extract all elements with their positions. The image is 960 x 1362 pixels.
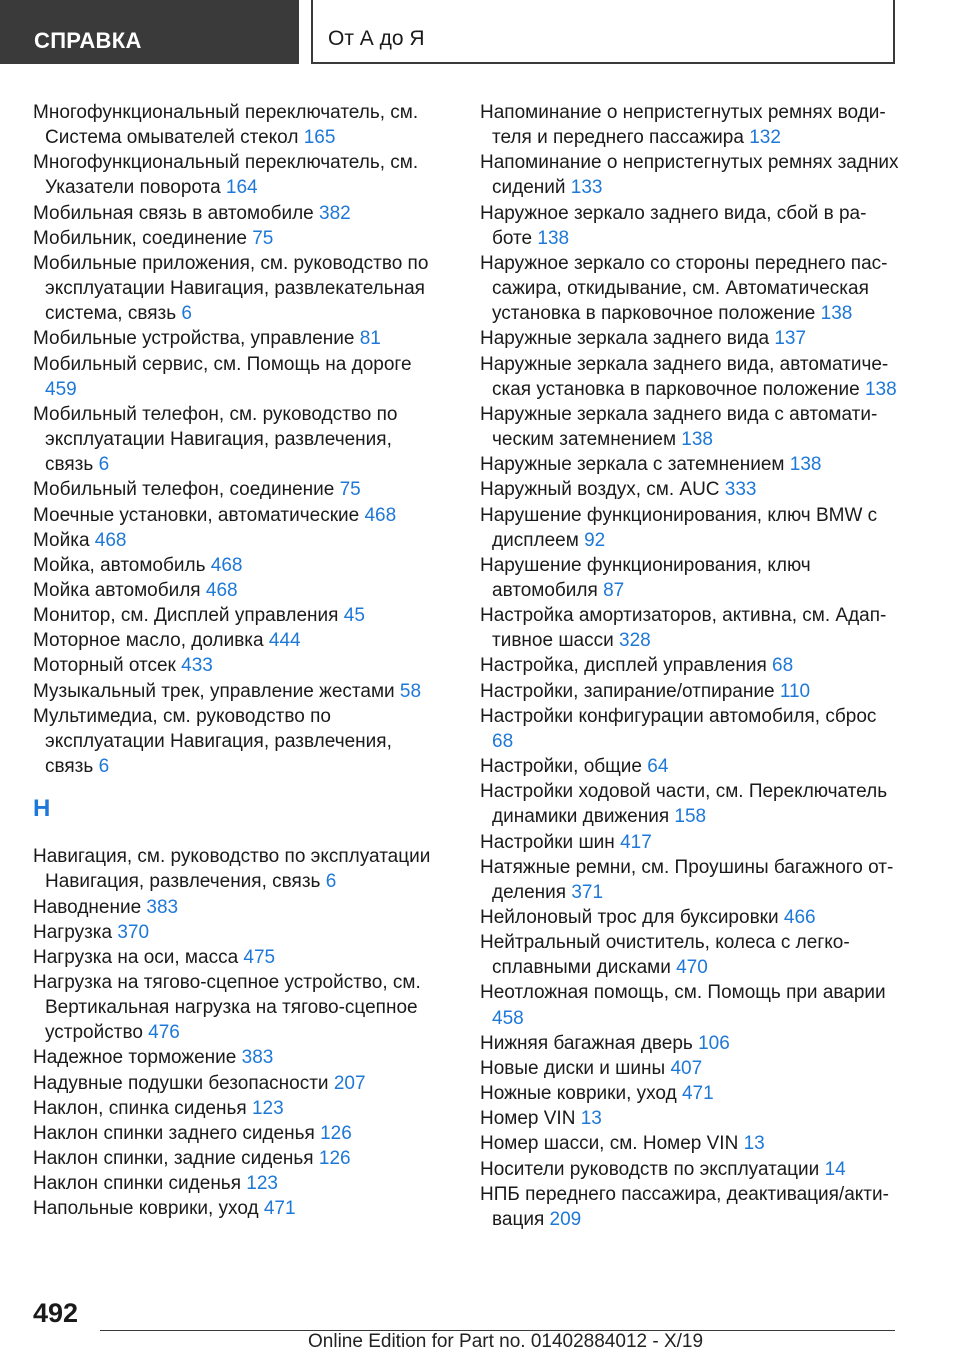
page-reference-link[interactable]: 45 — [343, 605, 365, 627]
index-entry — [480, 905, 900, 930]
index-entry-text: Настройка, дисплей управления — [480, 655, 773, 677]
index-entry — [480, 779, 900, 829]
index-entry-text: НПБ переднего пассажира, деактивация/активация — [480, 1183, 889, 1230]
index-entry-text: Нагрузка на тягово-сцепное устройство, см. Вертикальная нагрузка на тягово-сцепное устройство — [33, 972, 421, 1044]
page-reference-link[interactable]: 58 — [399, 680, 422, 702]
page-reference-link[interactable]: 444 — [268, 630, 301, 652]
index-entry-text: Наводнение — [33, 896, 147, 918]
page-reference-link[interactable]: 328 — [619, 630, 651, 652]
index-entry — [480, 1106, 900, 1131]
page-reference-link[interactable]: 476 — [148, 1022, 180, 1044]
section-tab[interactable] — [0, 0, 299, 64]
index-entry — [33, 503, 438, 528]
index-entry-text: Мобильный телефон, соединение — [33, 479, 340, 501]
index-entry-text: Напоминание о непристегнутых ремнях водителя и переднего пассажира — [480, 102, 886, 149]
page-reference-link[interactable]: 87 — [603, 579, 625, 601]
page-reference-link[interactable]: 138 — [537, 227, 570, 249]
index-entry-text: Нижняя багажная дверь — [480, 1032, 699, 1054]
section-title: СПРАВКА — [34, 28, 142, 53]
index-entry — [480, 980, 900, 1030]
index-entry — [33, 352, 438, 402]
page-reference-link[interactable]: 165 — [303, 127, 336, 149]
index-entry-text: Мобильные приложения, см. руководство по эксплуатации Навигация, развлекательная система, связь — [33, 252, 429, 325]
index-entry — [480, 754, 900, 779]
index-entry — [33, 528, 438, 553]
page-reference-link[interactable]: 382 — [319, 202, 351, 224]
index-entry-text: Моторный отсек — [33, 655, 182, 677]
page-reference-link[interactable]: 75 — [252, 227, 274, 249]
index-entry-text: Мобильная связь в автомобиле — [33, 202, 320, 224]
page-reference-link[interactable]: 459 — [45, 378, 77, 400]
page-reference-link[interactable]: 92 — [584, 529, 606, 551]
page-reference-link[interactable]: 475 — [243, 946, 276, 968]
index-entry — [480, 1131, 900, 1156]
index-entry — [33, 704, 438, 779]
index-entry — [480, 1157, 900, 1182]
page-reference-link[interactable]: 6 — [98, 454, 110, 476]
section-letter: Н — [33, 795, 51, 823]
page-reference-link[interactable]: 13 — [743, 1133, 765, 1155]
page-reference-link[interactable]: 407 — [670, 1057, 703, 1079]
page-reference-link[interactable]: 132 — [749, 127, 781, 149]
index-entry-text: Музыкальный трек, управление жестами — [33, 680, 400, 702]
page-reference-link[interactable]: 110 — [779, 680, 811, 702]
index-entry — [480, 402, 900, 452]
index-entry-text: Мойка — [33, 529, 95, 551]
index-entry — [480, 855, 900, 905]
edition-footer: Online Edition for Part no. 01402884012 - X/19 — [308, 1331, 704, 1352]
index-entry-text: Мойка автомобиля — [33, 579, 206, 601]
index-entry — [480, 452, 900, 477]
index-entry-text: Наружное зеркало со стороны переднего пассажира, откидывание, см. Автоматическая установка в парковочное положение — [480, 252, 888, 325]
index-entry — [33, 970, 438, 1045]
index-entry — [480, 930, 900, 980]
index-entry-text: Надежное торможение — [33, 1047, 242, 1069]
index-entry — [33, 1096, 438, 1121]
index-entry — [33, 326, 438, 351]
index-entry-text: Мультимедиа, см. руководство по эксплуатации Навигация, развлечения, связь — [33, 705, 392, 778]
index-entry-text: Настройки, общие — [480, 756, 648, 778]
index-entry — [480, 1182, 900, 1232]
index-entry — [33, 653, 438, 678]
page-reference-link[interactable]: 138 — [789, 454, 822, 476]
page-reference-link[interactable]: 164 — [225, 177, 258, 199]
index-entry-text: Наклон спинки заднего сиденья — [33, 1122, 321, 1144]
index-entry-text: Настройки ходовой части, см. Переключатель динамики движения — [480, 781, 888, 828]
page-reference-link[interactable]: 468 — [364, 504, 397, 526]
index-entry-text: Моторное масло, доливка — [33, 630, 269, 652]
index-entry-text: Мобильные устройства, управление — [33, 328, 360, 350]
index-entry-text: Номер шасси, см. Номер VIN — [480, 1133, 744, 1155]
index-entry — [33, 100, 438, 150]
index-column-left — [33, 100, 438, 1222]
index-entry — [33, 477, 438, 502]
index-entry-text: Мойка, автомобиль — [33, 554, 211, 576]
page-reference-link[interactable]: 68 — [492, 730, 514, 752]
page-reference-link[interactable]: 64 — [647, 756, 669, 778]
index-entry-text: Нагрузка — [33, 921, 118, 943]
index-entry-text: Настройки шин — [480, 831, 621, 853]
page-reference-link[interactable]: 158 — [674, 806, 707, 828]
index-entry — [480, 1031, 900, 1056]
index-entry — [480, 251, 900, 326]
index-entry-text: Напоминание о непристегнутых ремнях задних сидений — [480, 152, 899, 199]
index-entry-text: Наружные зеркала заднего вида с автоматическим затемнением — [480, 403, 878, 451]
index-entry — [480, 201, 900, 251]
page-reference-link[interactable]: 123 — [251, 1097, 284, 1119]
page-reference-link[interactable]: 81 — [359, 328, 381, 350]
index-entry — [33, 895, 438, 920]
page-reference-link[interactable]: 126 — [318, 1148, 351, 1170]
index-entry-text: Настройки конфигурации автомобиля, сброс — [480, 705, 877, 727]
page-reference-link[interactable]: 209 — [549, 1208, 582, 1230]
index-entry — [480, 503, 900, 553]
index-entry-text: Настройки, запирание/отпирание — [480, 680, 780, 702]
index-entry-text: Наружные зеркала заднего вида, автоматическая установка в парковочное положение — [480, 353, 889, 400]
page-reference-link[interactable]: 123 — [246, 1173, 278, 1195]
index-entry-text: Носители руководств по эксплуатации — [480, 1158, 825, 1180]
subsection-tab[interactable] — [311, 0, 895, 64]
index-entry-text: Нейтральный очиститель, колеса с легкосплавными дисками — [480, 932, 850, 979]
index-entry-text: Наружные зеркала с затемнением — [480, 454, 790, 476]
page-reference-link[interactable]: 138 — [820, 303, 853, 325]
page-reference-link[interactable]: 6 — [325, 871, 337, 893]
page-reference-link[interactable]: 13 — [580, 1108, 602, 1130]
index-entry-text: Нейлоновый трос для буксировки — [480, 907, 784, 928]
index-entry — [480, 1081, 900, 1106]
index-entry-text: Надувные подушки безопасности — [33, 1072, 334, 1094]
index-entry — [480, 477, 900, 502]
index-entry — [33, 1071, 438, 1096]
index-entry-text: Многофункциональный переключатель, см. Система омывателей стекол — [33, 102, 419, 149]
index-entry — [33, 226, 438, 251]
page-reference-link[interactable]: 137 — [774, 328, 807, 350]
index-entry — [33, 945, 438, 970]
page-number: 492 — [33, 1298, 79, 1328]
index-entry-text: Новые диски и шины — [480, 1057, 671, 1079]
page-reference-link[interactable]: 466 — [783, 907, 816, 928]
page-reference-link[interactable]: 6 — [98, 756, 110, 778]
index-entry-text: Напольные коврики, уход — [33, 1198, 264, 1220]
index-entry — [480, 100, 900, 150]
subsection-title: От А до Я — [328, 27, 425, 50]
page-reference-link[interactable]: 468 — [205, 579, 238, 601]
index-entry — [480, 326, 900, 351]
page-reference-link[interactable]: 470 — [676, 957, 708, 979]
index-entry — [480, 679, 900, 704]
index-entry — [480, 830, 900, 855]
index-entry — [33, 578, 438, 603]
page-reference-link[interactable]: 333 — [724, 479, 757, 501]
index-entry — [33, 628, 438, 653]
index-entry-text: Наклон, спинка сиденья — [33, 1097, 252, 1119]
index-entry — [33, 1045, 438, 1070]
index-entry-text: Мобильный телефон, см. руководство по эксплуатации Навигация, развлечения, связь — [33, 403, 398, 476]
index-entry-text: Настройка амортизаторов, активна, см. Адаптивное шасси — [480, 605, 887, 652]
index-entry-text: Наклон спинки сиденья — [33, 1173, 247, 1195]
page-reference-link[interactable]: 471 — [263, 1198, 296, 1220]
page-reference-link[interactable]: 383 — [146, 896, 179, 918]
index-entry — [33, 603, 438, 628]
index-entry-text: Неотложная помощь, см. Помощь при аварии — [480, 982, 886, 1004]
page-reference-link[interactable]: 471 — [681, 1083, 714, 1105]
index-entry — [480, 352, 900, 402]
page-reference-link[interactable]: 106 — [698, 1032, 730, 1054]
index-entry-text: Наклон спинки, задние сиденья — [33, 1148, 319, 1170]
page-reference-link[interactable]: 138 — [681, 429, 713, 451]
index-entry — [33, 553, 438, 578]
index-entry — [33, 1146, 438, 1171]
index-entry-text: Ножные коврики, уход — [480, 1083, 682, 1105]
index-entry — [33, 402, 438, 477]
page-reference-link[interactable]: 458 — [492, 1007, 524, 1029]
index-column-right — [480, 100, 900, 1232]
page-reference-link[interactable]: 383 — [241, 1047, 274, 1069]
index-entry — [480, 553, 900, 603]
index-entry-text: Наружный воздух, см. AUC — [480, 479, 725, 501]
index-entry — [480, 150, 900, 200]
index-entry — [33, 201, 438, 226]
page-reference-link[interactable]: 75 — [339, 479, 361, 501]
index-entry — [33, 1171, 438, 1196]
page-reference-link[interactable]: 468 — [94, 529, 127, 551]
index-entry-text: Нарушение функционирования, ключ BMW с дисплеем — [480, 504, 878, 551]
index-entry — [480, 1056, 900, 1081]
index-entry — [33, 679, 438, 704]
index-entry — [33, 251, 438, 326]
index-entry — [33, 844, 438, 894]
index-entry-text: Навигация, см. руководство по эксплуатации Навигация, развлечения, связь — [33, 846, 431, 893]
index-entry-text: Наружное зеркало заднего вида, сбой в работе — [480, 202, 867, 249]
page-reference-link[interactable]: 6 — [181, 303, 192, 325]
index-entry — [33, 150, 438, 200]
page-reference-link[interactable]: 207 — [333, 1072, 366, 1094]
index-entry — [480, 704, 900, 754]
index-entry — [33, 920, 438, 945]
index-entry — [33, 1196, 438, 1221]
index-entry-text: Монитор, см. Дисплей управления — [33, 605, 344, 627]
page-reference-link[interactable]: 468 — [210, 554, 243, 576]
index-entry-text: Нагрузка на оси, масса — [33, 946, 244, 968]
index-entry-text: Натяжные ремни, см. Проушины багажного отделения — [480, 856, 894, 903]
index-entry-text: Наружные зеркала заднего вида — [480, 328, 775, 350]
page-reference-link[interactable]: 126 — [320, 1122, 352, 1144]
index-entry-text: Многофункциональный переключатель, см. Указатели поворота — [33, 152, 419, 199]
index-entry-text: Номер VIN — [480, 1108, 581, 1130]
page-reference-link[interactable]: 14 — [824, 1158, 846, 1180]
page-reference-link[interactable]: 133 — [570, 177, 603, 199]
page-reference-link[interactable]: 417 — [620, 831, 652, 853]
page-reference-link[interactable]: 370 — [117, 921, 150, 943]
index-entry-text: Мобильник, соединение — [33, 227, 253, 249]
page-reference-link[interactable]: 138 — [864, 378, 897, 400]
page-reference-link[interactable]: 371 — [571, 881, 604, 903]
index-entry — [480, 603, 900, 653]
page-reference-link[interactable]: 68 — [772, 655, 794, 677]
page-reference-link[interactable]: 433 — [181, 655, 213, 677]
index-entry-text: Нарушение функционирования, ключ автомобиля — [480, 554, 811, 601]
index-entry — [33, 1121, 438, 1146]
index-entry-text: Мобильный сервис, см. Помощь на дороге — [33, 353, 412, 375]
index-entry-text: Моечные установки, автоматические — [33, 504, 365, 526]
index-entry — [480, 653, 900, 678]
